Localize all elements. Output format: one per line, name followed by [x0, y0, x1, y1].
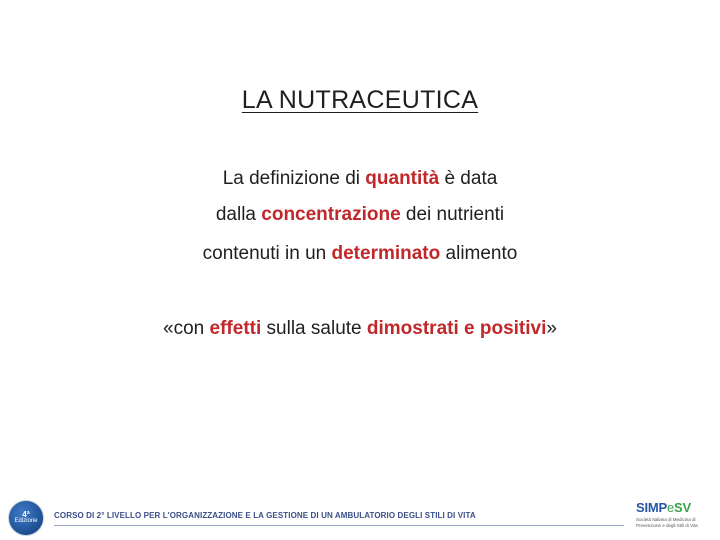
text-plain: contenuti in un	[202, 243, 332, 264]
text-plain: «con	[163, 318, 210, 339]
text-emphasis: dimostrati e positivi	[366, 318, 547, 339]
brand-sv: SV	[674, 500, 691, 515]
text-plain: dalla	[215, 204, 262, 225]
text-plain: sulla salute	[261, 318, 367, 339]
brand-e: e	[666, 500, 675, 515]
footer-divider	[54, 525, 624, 526]
slide-title-text: LA NUTRACEUTICA	[241, 86, 479, 114]
brand-simp: SIMP	[636, 500, 667, 515]
text-line-3	[0, 243, 720, 265]
badge-label: Edizione	[14, 518, 38, 524]
text-plain: dei nutrienti	[400, 204, 505, 225]
text-emphasis: quantità	[365, 168, 440, 189]
course-title: CORSO DI 2° LIVELLO PER L'ORGANIZZAZIONE E LA GESTIONE DI UN AMBULATORIO DEGLI STILI DI VITA	[54, 511, 476, 520]
text-line-1	[0, 168, 720, 190]
text-plain: è data	[439, 168, 498, 189]
text-line-2	[0, 204, 720, 226]
text-emphasis: concentrazione	[261, 204, 401, 225]
simpesv-logo	[636, 501, 716, 528]
text-emphasis: effetti	[209, 318, 262, 339]
brand-name	[636, 501, 716, 515]
text-emphasis: determinato	[331, 243, 441, 264]
footer-bar	[0, 496, 720, 540]
text-plain: alimento	[440, 243, 518, 264]
brand-subtitle: Società Italiana di Medicina di Prevenzione e degli Stili di Vita	[636, 517, 698, 528]
quote-line	[0, 318, 720, 340]
slide-title	[0, 86, 720, 115]
text-plain: »	[546, 318, 557, 339]
badge-number: 4ª	[22, 510, 30, 519]
edition-badge	[8, 500, 44, 536]
text-plain: La definizione di	[222, 168, 366, 189]
